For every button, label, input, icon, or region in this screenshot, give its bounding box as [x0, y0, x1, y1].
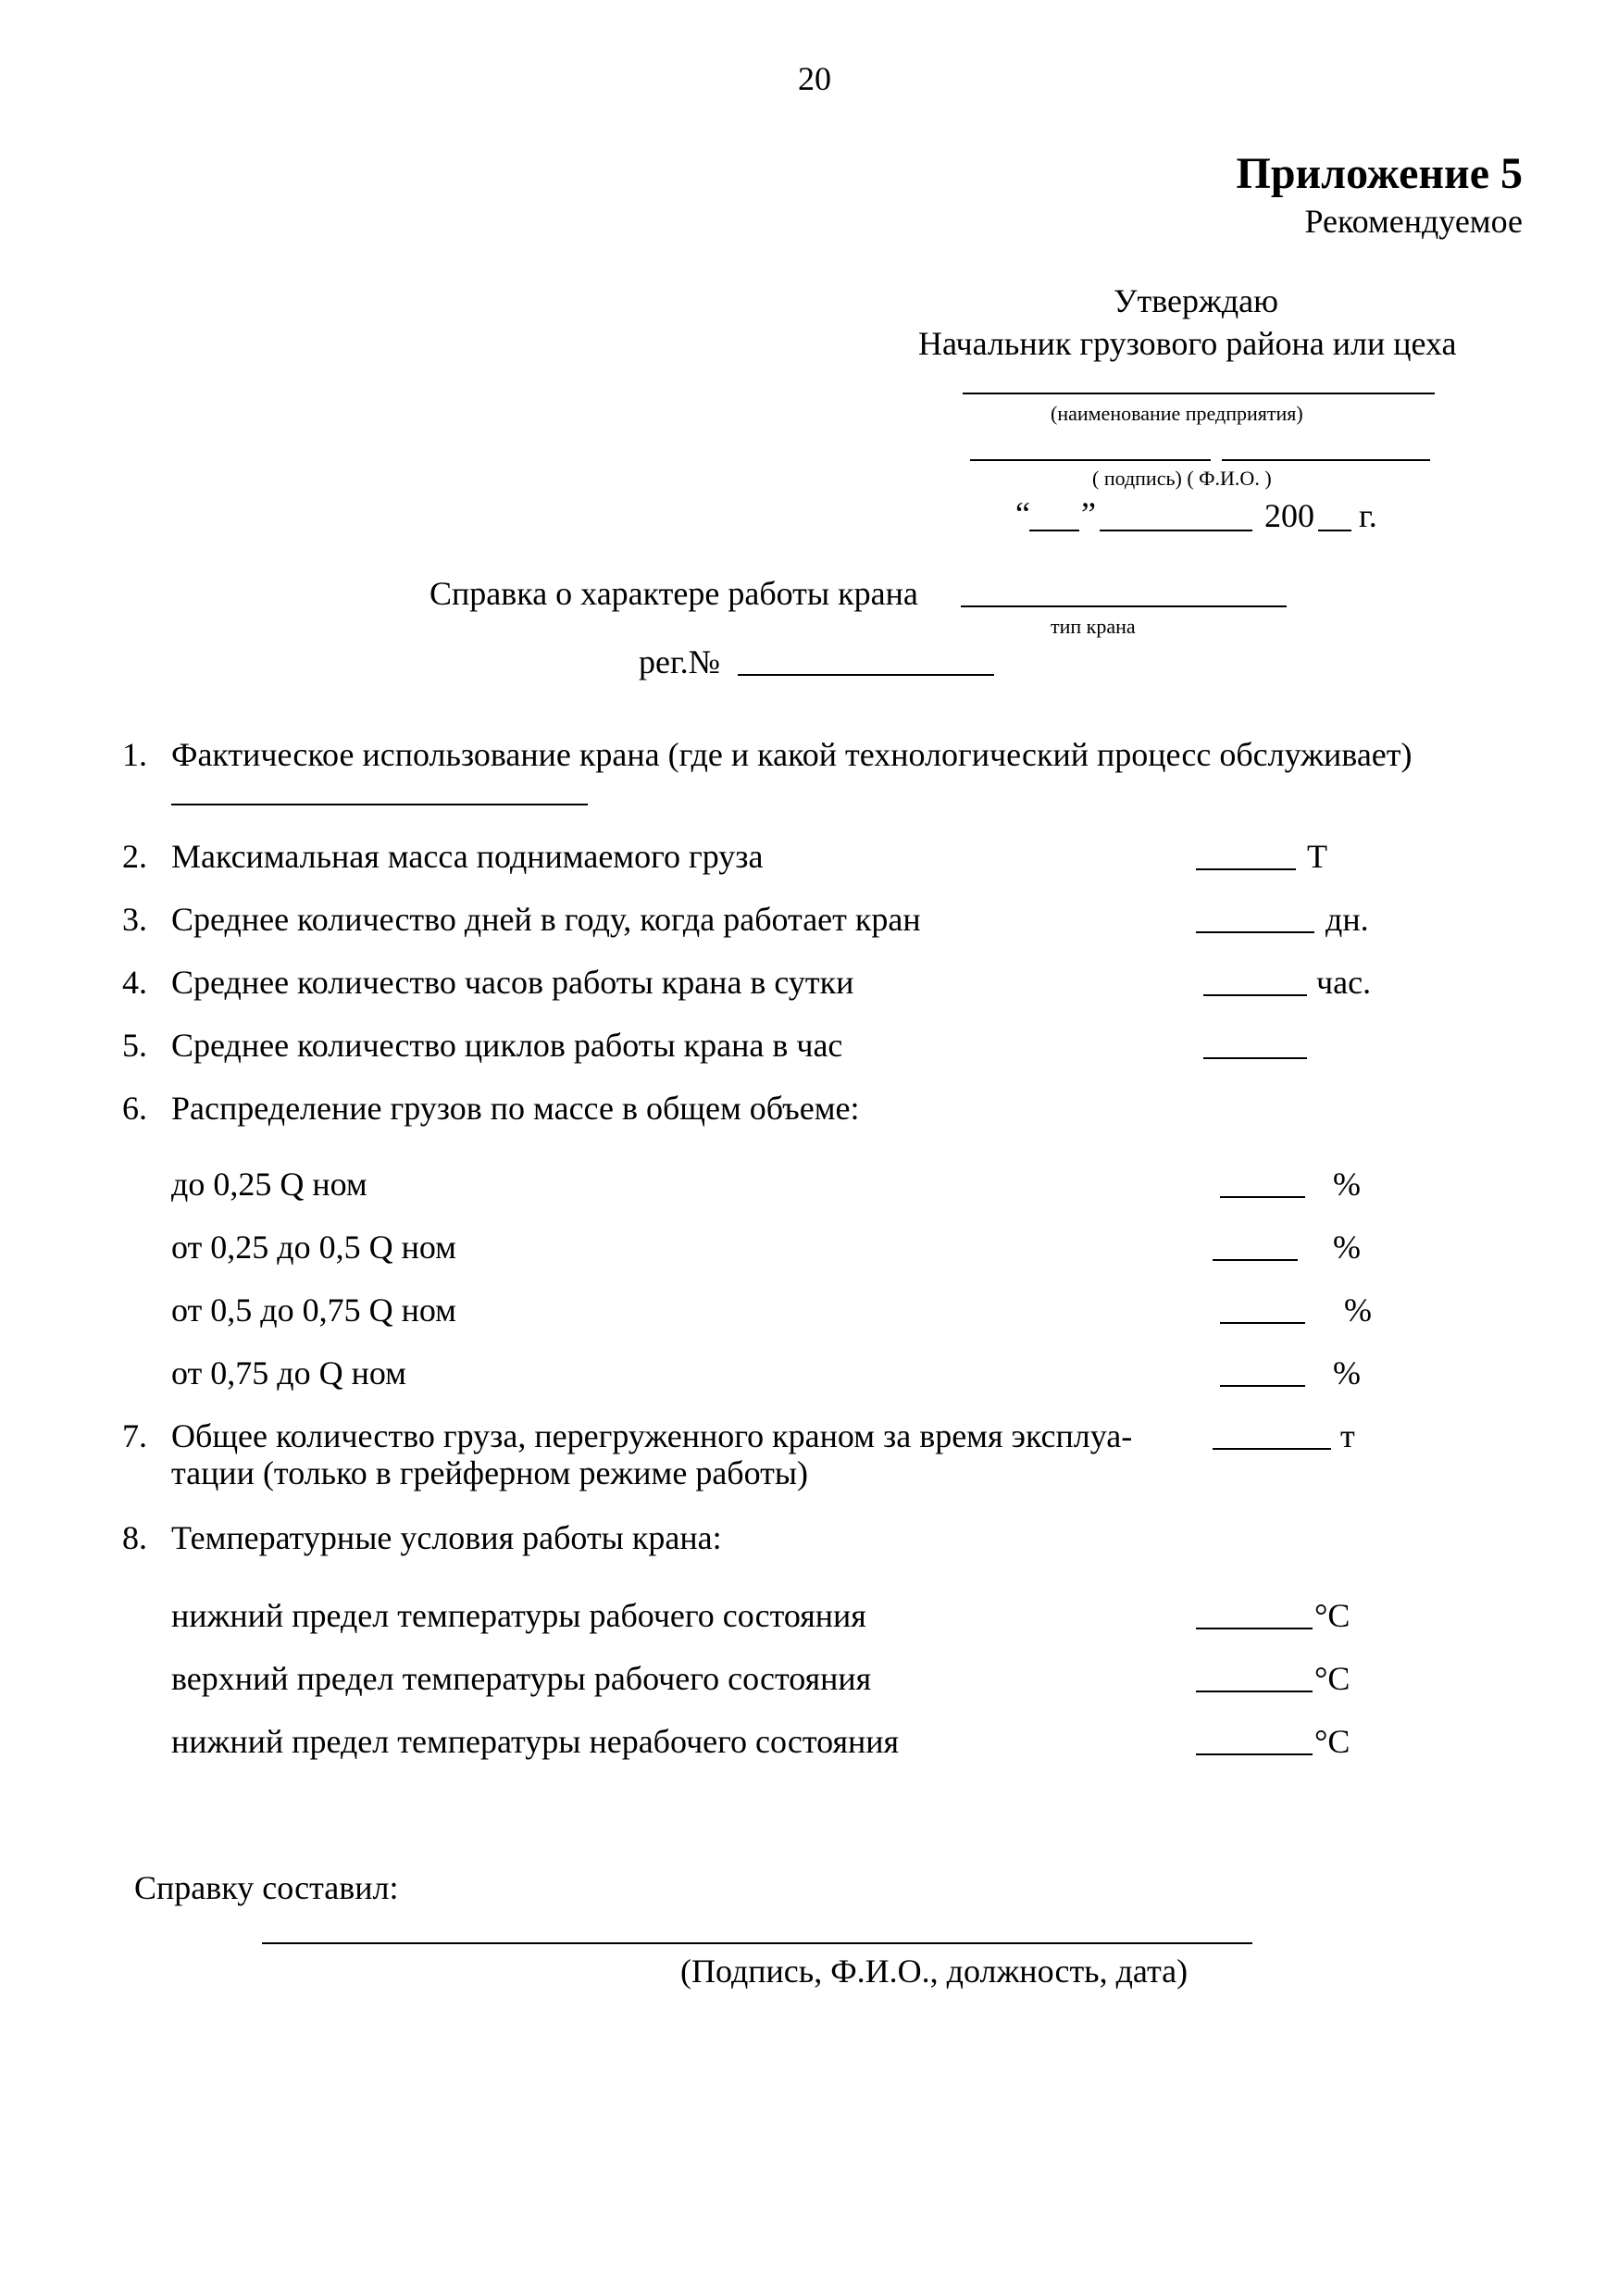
item-text: Максимальная масса поднимаемого груза	[171, 838, 764, 875]
appendix-title: Приложение 5	[1236, 149, 1523, 198]
distribution-label: от 0,75 до Q ном	[171, 1354, 406, 1391]
item-text: Среднее количество часов работы крана в сутки	[171, 964, 854, 1001]
approval-label: Утверждаю	[1114, 282, 1279, 319]
item-number: 7.	[122, 1417, 147, 1454]
date-year-line[interactable]	[1318, 530, 1351, 531]
item-number: 3.	[122, 901, 147, 938]
page-number: 20	[798, 60, 831, 97]
signature-line[interactable]	[970, 459, 1211, 461]
crane-type-caption: тип крана	[1051, 615, 1136, 638]
reg-number-line[interactable]	[738, 674, 994, 676]
temperature-label: нижний предел температуры нерабочего состояния	[171, 1723, 900, 1760]
distribution-unit: %	[1333, 1354, 1361, 1391]
crane-type-line[interactable]	[961, 605, 1287, 607]
item-unit: дн.	[1326, 901, 1369, 938]
temperature-unit: °С	[1314, 1597, 1350, 1634]
distribution-unit: %	[1344, 1292, 1372, 1329]
distribution-4-answer-line[interactable]	[1220, 1385, 1305, 1387]
enterprise-line[interactable]	[963, 393, 1435, 394]
distribution-1-answer-line[interactable]	[1220, 1196, 1305, 1198]
temperature-label: нижний предел температуры рабочего состояния	[171, 1597, 866, 1634]
temperature-unit: °С	[1314, 1660, 1350, 1697]
temperature-2-answer-line[interactable]	[1196, 1691, 1313, 1692]
item-unit: час.	[1316, 964, 1372, 1001]
temperature-3-answer-line[interactable]	[1196, 1753, 1313, 1755]
compiler-signature-caption: (Подпись, Ф.И.О., должность, дата)	[680, 1953, 1189, 1990]
enterprise-caption: (наименование предприятия)	[1051, 402, 1303, 425]
temperature-1-answer-line[interactable]	[1196, 1628, 1313, 1629]
date-suffix: г.	[1359, 497, 1377, 534]
item-number: 2.	[122, 838, 147, 875]
item-2-answer-line[interactable]	[1196, 868, 1296, 870]
date-month-line[interactable]	[1100, 530, 1252, 531]
reg-number-label: рег.№	[639, 643, 721, 680]
item-4-answer-line[interactable]	[1203, 994, 1307, 996]
fio-line[interactable]	[1222, 459, 1430, 461]
item-text: Общее количество груза, перегруженного краном за время эксплуа-	[171, 1417, 1133, 1454]
distribution-unit: %	[1333, 1166, 1361, 1203]
approval-position: Начальник грузового района или цеха	[918, 325, 1457, 362]
item-1-answer-line[interactable]	[171, 804, 588, 805]
appendix-subtitle: Рекомендуемое	[1304, 203, 1523, 240]
item-number: 1.	[122, 736, 147, 773]
item-text: Фактическое использование крана (где и какой технологический процесс обслуживает)	[171, 736, 1413, 773]
temperature-label: верхний предел температуры рабочего состояния	[171, 1660, 872, 1697]
item-unit: Т	[1307, 838, 1327, 875]
compiled-by-label: Справку составил:	[134, 1869, 399, 1906]
item-number: 4.	[122, 964, 147, 1001]
item-text: Среднее количество циклов работы крана в час	[171, 1027, 843, 1064]
item-number: 6.	[122, 1090, 147, 1127]
distribution-label: до 0,25 Q ном	[171, 1166, 367, 1203]
temperature-unit: °С	[1314, 1723, 1350, 1760]
item-unit: т	[1340, 1417, 1355, 1454]
document-heading: Справка о характере работы крана	[429, 575, 918, 612]
item-number: 8.	[122, 1519, 147, 1556]
distribution-label: от 0,5 до 0,75 Q ном	[171, 1292, 456, 1329]
item-text: Температурные условия работы крана:	[171, 1519, 722, 1556]
item-7-answer-line[interactable]	[1213, 1448, 1331, 1450]
item-3-answer-line[interactable]	[1196, 931, 1314, 933]
item-5-answer-line[interactable]	[1203, 1057, 1307, 1059]
compiler-signature-line[interactable]	[262, 1942, 1252, 1944]
date-year: 200	[1264, 497, 1314, 534]
date-day-line[interactable]	[1029, 530, 1079, 531]
distribution-2-answer-line[interactable]	[1213, 1259, 1298, 1261]
date-open-quote: “	[1015, 495, 1030, 532]
item-text: Распределение грузов по массе в общем объеме:	[171, 1090, 860, 1127]
item-text: Среднее количество дней в году, когда работает кран	[171, 901, 921, 938]
distribution-unit: %	[1333, 1229, 1361, 1266]
signature-caption: ( подпись) ( Ф.И.О. )	[1092, 467, 1272, 490]
distribution-3-answer-line[interactable]	[1220, 1322, 1305, 1324]
distribution-label: от 0,25 до 0,5 Q ном	[171, 1229, 456, 1266]
date-close-quote: ”	[1081, 495, 1096, 532]
item-number: 5.	[122, 1027, 147, 1064]
item-text-continued: тации (только в грейферном режиме работы)	[171, 1454, 809, 1491]
